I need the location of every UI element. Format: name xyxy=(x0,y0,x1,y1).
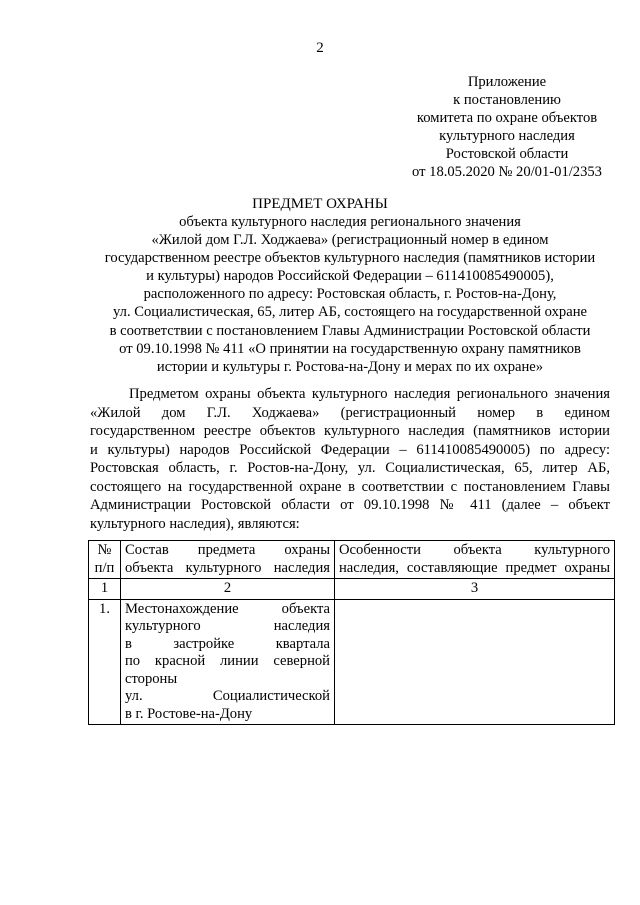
column-number-cell: 1 xyxy=(89,579,121,600)
body-line: Предметом охраны объекта культурного наследия регионального значения xyxy=(129,386,610,402)
appendix-line: Ростовской области xyxy=(445,146,569,163)
appendix-line: Приложение xyxy=(467,74,547,90)
subtitle-line: ул. Социалистическая, 65, литер АБ, состоящего на государственной охране xyxy=(113,304,587,321)
header-line: п/п xyxy=(94,559,115,576)
subtitle-line: государственном реестре объектов культурного наследия (памятников истории xyxy=(104,250,596,267)
header-cell-subject xyxy=(121,541,335,579)
header-line: Состав предмета охраны xyxy=(125,542,330,558)
row-subject-cell xyxy=(121,599,335,725)
table-row xyxy=(89,599,615,725)
header-line: Особенности объекта культурного xyxy=(339,542,610,558)
subject-line: культурного наследия xyxy=(125,618,330,634)
header-cell-number xyxy=(89,541,121,579)
subtitle-line: истории и культуры г. Ростова-на-Дону и мерах по их охране» xyxy=(156,358,544,375)
appendix-line: культурного наследия xyxy=(439,128,575,145)
subject-line: ул. Социалистической xyxy=(125,688,330,704)
table-header-row xyxy=(89,541,615,579)
table-numbering-row xyxy=(89,579,615,600)
body-line: «Жилой дом Г.Л. Ходжаева» (регистрационный номер в едином xyxy=(90,404,610,421)
subtitle-line: расположенного по адресу: Ростовская область, г. Ростов-на-Дону, xyxy=(143,286,557,303)
protection-table xyxy=(88,540,615,725)
subtitle-line: в соответствии с постановлением Главы Администрации Ростовской области xyxy=(109,322,591,339)
body-line: государственном реестре объектов культурного наследия (памятников истории xyxy=(90,423,610,439)
appendix-block xyxy=(380,73,634,182)
column-number-cell: 2 xyxy=(121,579,335,600)
subtitle-line: объекта культурного наследия регионального значения xyxy=(179,214,521,230)
appendix-line: к постановлению xyxy=(453,92,561,109)
subject-line: стороны xyxy=(125,670,178,687)
subject-line: по красной линии северной xyxy=(125,653,330,669)
subtitle-line: и культуры) народов Российской Федерации – 611410085490005), xyxy=(146,268,554,285)
body-line: состоящего на государственной охране в соответствии с постановлением Главы xyxy=(90,478,610,495)
column-number-cell: 3 xyxy=(335,579,615,600)
body-paragraph xyxy=(90,385,610,533)
page-number: 2 xyxy=(316,40,324,56)
subject-line: Местонахождение объекта xyxy=(125,600,330,617)
subject-line: в застройке квартала xyxy=(125,635,330,652)
header-line: № xyxy=(97,542,112,558)
appendix-line: комитета по охране объектов xyxy=(416,110,598,127)
subtitle-line: «Жилой дом Г.Л. Ходжаева» (регистрационный номер в едином xyxy=(151,232,549,249)
row-features-cell xyxy=(335,599,615,725)
body-line: культурного наследия), являются: xyxy=(90,515,300,532)
header-line: объекта культурного наследия xyxy=(125,559,330,576)
document-title: ПРЕДМЕТ ОХРАНЫ xyxy=(252,196,388,212)
subtitle-line: от 09.10.1998 № 411 «О принятии на государственную охрану памятников xyxy=(119,340,581,357)
header-cell-features xyxy=(335,541,615,579)
header-line: наследия, составляющие предмет охраны xyxy=(339,559,610,576)
appendix-line: от 18.05.2020 № 20/01-01/2353 xyxy=(412,164,602,181)
body-line: Ростовская область, г. Ростов-на-Дону, ул. Социалистическая, 65, литер АБ, xyxy=(90,460,610,476)
subject-line: в г. Ростове-на-Дону xyxy=(125,705,253,722)
row-number-cell: 1. xyxy=(89,599,121,725)
body-line: Администрации Ростовской области от 09.10.1998 № 411 (далее – объект xyxy=(90,497,610,513)
body-line: и культуры) народов Российской Федерации – 611410085490005) по адресу: xyxy=(90,441,610,458)
document-subtitle xyxy=(90,213,610,376)
